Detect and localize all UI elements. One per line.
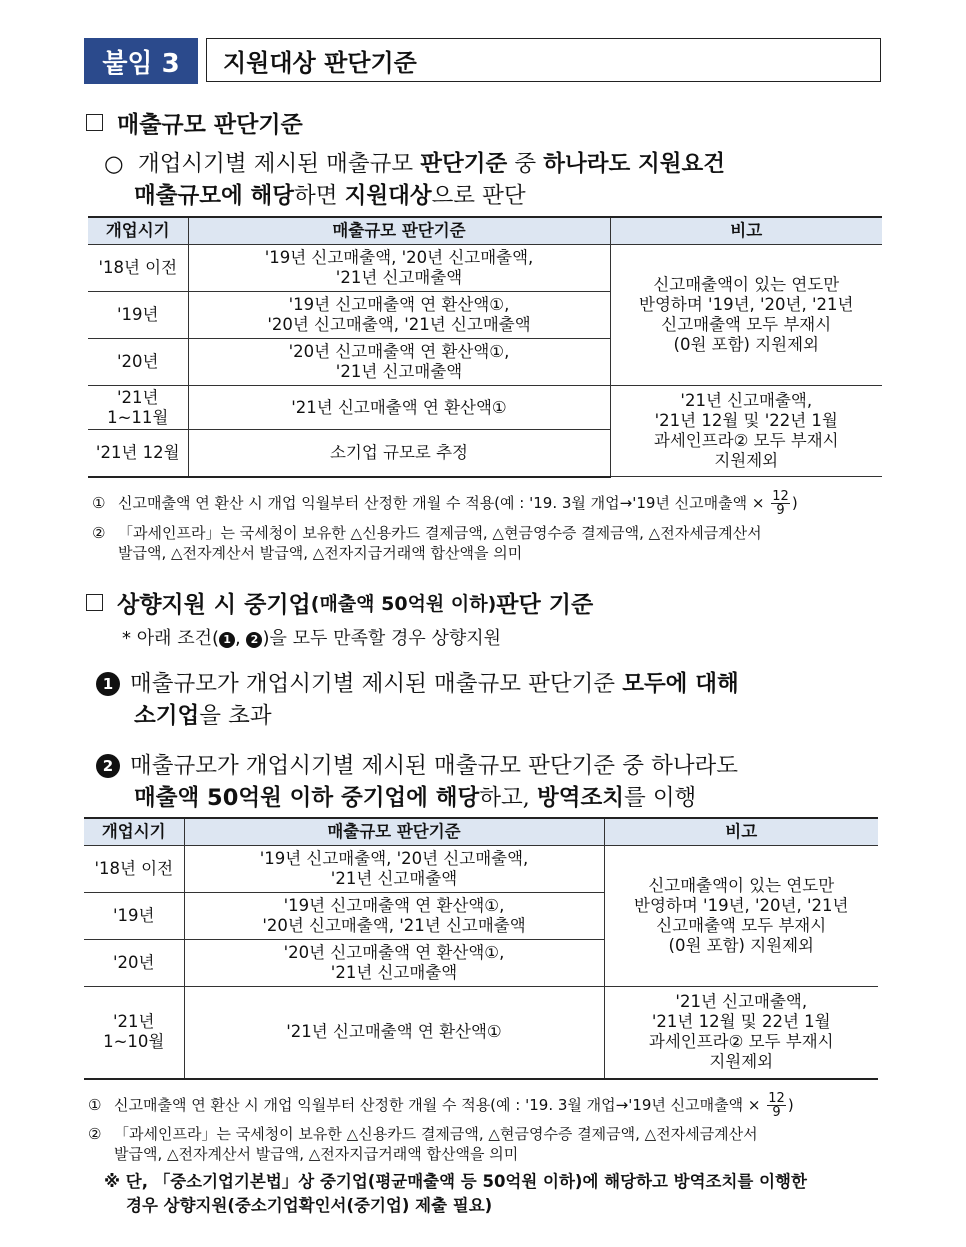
criteria-cell: '19년 신고매출액 연 환산액①, '20년 신고매출액, '21년 신고매출액 <box>188 292 610 339</box>
remark-cell: 신고매출액이 있는 연도만 반영하며 '19년, '20년, '21년 신고매출액 모두 부재시 (0원 포함) 지원제외 <box>604 846 878 987</box>
period-cell: '21년 12월 <box>88 430 188 477</box>
para-text: 개업시기별 제시된 매출규모 <box>137 151 421 177</box>
criteria-cell: '20년 신고매출액 연 환산액①, '21년 신고매출액 <box>184 940 604 987</box>
period-cell: '20년 <box>84 940 184 987</box>
remark-cell: '21년 신고매출액, '21년 12월 및 '22년 1월 과세인프라② 모두 부재시 지원제외 <box>610 386 882 477</box>
fraction: $\frac{12}{9}$ <box>772 489 789 518</box>
criteria-table-1 <box>88 216 882 478</box>
checkbox-square-icon <box>86 114 103 131</box>
col-header: 비고 <box>610 217 882 245</box>
col-header: 개업시기 <box>88 217 188 245</box>
period-cell: '21년 1~11월 <box>88 386 188 430</box>
remark-cell: 신고매출액이 있는 연도만 반영하며 '19년, '20년, '21년 신고매출액 모두 부재시 (0원 포함) 지원제외 <box>610 245 882 386</box>
para-bold: 하나라도 지원요건 <box>543 151 725 177</box>
number-2-icon: 2 <box>246 632 262 648</box>
col-header: 개업시기 <box>84 818 184 846</box>
col-header: 매출규모 판단기준 <box>188 217 610 245</box>
number-2-icon: 2 <box>96 754 120 778</box>
section1-heading <box>86 106 303 139</box>
period-cell: '21년 1~10월 <box>84 987 184 1079</box>
para-text: 하면 <box>293 183 345 209</box>
para-bold: 판단기준 <box>420 151 508 177</box>
footnote-2: ② 「과세인프라」는 국세청이 보유한 △신용카드 결제금액, △현금영수증 결제금액, △전자세금계산서 발급액, △전자계산서 발급액, △전자지급거래액 합산액을 의미 <box>92 524 762 562</box>
para-bold: 매출규모에 해당 <box>134 183 294 209</box>
footnote-2: ② 「과세인프라」는 국세청이 보유한 △신용카드 결제금액, △현금영수증 결제금액, △전자세금계산서 발급액, △전자계산서 발급액, △전자지급거래액 합산액을 의미 <box>88 1125 758 1163</box>
criteria-cell: '21년 신고매출액 연 환산액① <box>188 386 610 430</box>
section1-paragraph <box>104 148 844 212</box>
number-1-icon: 1 <box>219 632 235 648</box>
section1-heading-text: 매출규모 판단기준 <box>117 112 303 138</box>
criteria-cell: '19년 신고매출액 연 환산액①, '20년 신고매출액, '21년 신고매출액 <box>184 893 604 940</box>
para-text: 으로 판단 <box>431 183 526 209</box>
checkbox-square-icon <box>86 594 103 611</box>
col-header: 비고 <box>604 818 878 846</box>
attachment-tag: 붙임 3 <box>84 38 198 84</box>
footnote-1: ① 신고매출액 연 환산 시 개업 익월부터 산정한 개월 수 적용(예 : '19. 3월 개업→'19년 신고매출액 × $\frac{12}{9}$ ) <box>92 489 798 518</box>
col-header: 매출규모 판단기준 <box>184 818 604 846</box>
footer-note: ※ 단, 「중소기업기본법」상 중기업(평균매출액 등 50억원 이하)에 해당하고 방역조치를 이행한 경우 상향지원(중소기업확인서(중기업) 제출 필요) <box>104 1172 807 1215</box>
remark-cell: '21년 신고매출액, '21년 12월 및 22년 1월 과세인프라② 모두 부재시 지원제외 <box>604 987 878 1079</box>
period-cell: '19년 <box>88 292 188 339</box>
criteria-cell: '19년 신고매출액, '20년 신고매출액, '21년 신고매출액 <box>188 245 610 292</box>
period-cell: '18년 이전 <box>84 846 184 893</box>
criteria-cell: '20년 신고매출액 연 환산액①, '21년 신고매출액 <box>188 339 610 386</box>
criteria-cell: '21년 신고매출액 연 환산액① <box>184 987 604 1079</box>
section2-subnote: * 아래 조건( 1 , 2 )을 모두 만족할 경우 상향지원 <box>122 628 502 649</box>
fraction: $\frac{12}{9}$ <box>768 1091 785 1120</box>
condition-2: 2 매출규모가 개업시기별 제시된 매출규모 판단기준 중 하나라도 매출액 50억원 이하 중기업에 해당하고, 방역조치를 이행 <box>96 750 881 814</box>
page-title: 지원대상 판단기준 <box>206 38 881 82</box>
criteria-table-2 <box>84 817 878 1080</box>
criteria-cell: '19년 신고매출액, '20년 신고매출액, '21년 신고매출액 <box>184 846 604 893</box>
period-cell: '19년 <box>84 893 184 940</box>
number-1-icon: 1 <box>96 672 120 696</box>
period-cell: '18년 이전 <box>88 245 188 292</box>
condition-1: 1 매출규모가 개업시기별 제시된 매출규모 판단기준 모두에 대해 소기업을 초과 <box>96 668 881 732</box>
period-cell: '20년 <box>88 339 188 386</box>
circle-bullet: ○ <box>104 151 124 177</box>
criteria-cell: 소기업 규모로 추정 <box>188 430 610 477</box>
para-bold: 지원대상 <box>344 183 432 209</box>
footnote-1: ① 신고매출액 연 환산 시 개업 익월부터 산정한 개월 수 적용(예 : '19. 3월 개업→'19년 신고매출액 × $\frac{12}{9}$ ) <box>88 1091 794 1120</box>
section2-heading: 상향지원 시 중기업 (매출액 50억원 이하) 판단 기준 <box>86 586 593 619</box>
para-text: 중 <box>507 151 544 177</box>
